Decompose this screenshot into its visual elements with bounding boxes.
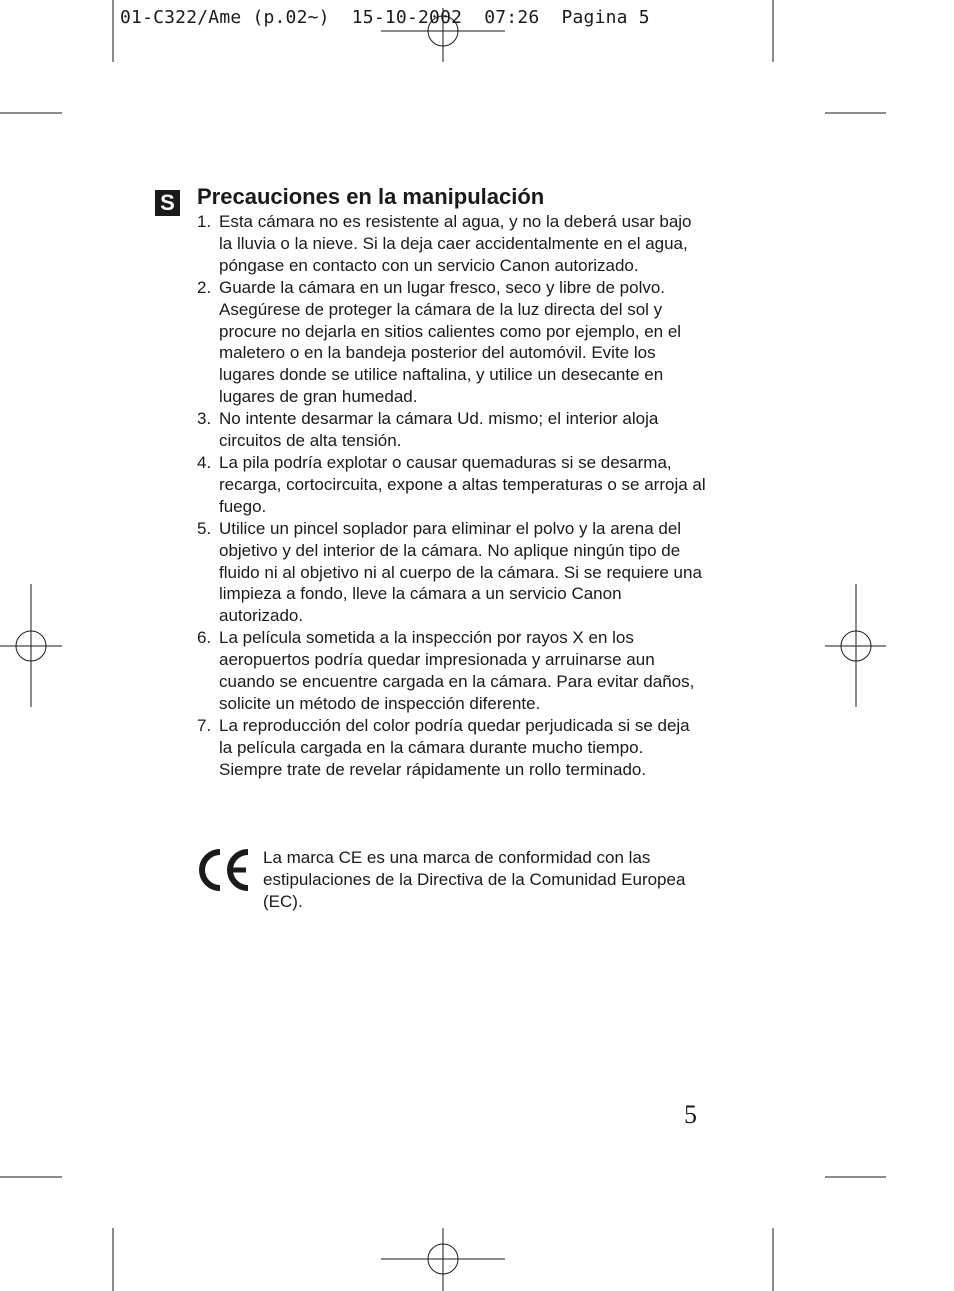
page-number: 5 [684, 1100, 697, 1129]
list-item [197, 452, 707, 518]
list-item-number: 5. [197, 518, 212, 538]
registration-mark-top [381, 8, 505, 62]
list-item-text: La reproducción del color podría quedar perjudicada si se deja la película cargada en la cámara durante mucho tiempo. Siempre trate de revelar rápidamente un rollo terminado. [219, 715, 690, 779]
list-item-number: 1. [197, 212, 212, 231]
list-item-text: La película sometida a la inspección por rayos X en los aeropuertos podría quedar impresionada y arruinarse aun cuando se encuentre cargada en la cámara. Para evitar daños, solicite un método de inspección diferente. [219, 628, 695, 713]
list-item-number: 3. [197, 409, 212, 429]
list-item-text: La pila podría explotar o causar quemaduras si se desarma, recarga, cortocircuita, expone a altas temperaturas o se arroja al fuego. [219, 452, 706, 516]
list-item-number: 4. [197, 452, 212, 472]
list-item-number: 6. [197, 628, 212, 648]
list-item-number: 2. [197, 277, 212, 297]
list-item-text: No intente desarmar la cámara Ud. mismo; el interior aloja circuitos de alta tensión. [219, 409, 659, 451]
list-item-number: 7. [197, 715, 212, 735]
ce-mark-icon [198, 848, 254, 892]
ce-note-text: La marca CE es una marca de conformidad con las estipulaciones de la Directiva de la Comunidad Europea (EC). [263, 848, 686, 911]
print-slug: 01-C322/Ame (p.02~) 15-10-2002 07:26 Pagina 5 [120, 7, 650, 28]
list-item-text: Guarde la cámara en un lugar fresco, seco y libre de polvo. Asegúrese de proteger la cámara de la luz directa del sol y procure no dejarla en sitios calientes como por ejemplo, en el maletero o en la bandeja posterior del automóvil. Evite los lugares donde se utilice naftalina, y utilice un desecante en lugares de gran humedad. [219, 277, 682, 407]
list-item [197, 715, 707, 781]
precautions-list [197, 211, 707, 781]
list-item [197, 627, 707, 715]
registration-mark-left [0, 584, 62, 707]
language-tag: S [155, 190, 180, 216]
list-item [197, 211, 707, 277]
list-item-text: Utilice un pincel soplador para eliminar el polvo y la arena del objetivo y del interior de la cámara. No aplique ningún tipo de fluido ni al objetivo ni al cuerpo de la cámara. Si se requiere una limpieza a fondo, lleve la cámara a un servicio Canon autorizado. [219, 518, 702, 626]
list-item [197, 277, 707, 408]
list-item-text: Esta cámara no es resistente al agua, y no la deberá usar bajo la lluvia o la nieve. Si la deja caer accidentalmente en el agua, póngase en contacto con un servicio Canon autorizado. [219, 212, 692, 275]
section-heading: Precauciones en la manipulación [197, 184, 545, 209]
list-item [197, 408, 707, 452]
list-item [197, 518, 707, 628]
registration-mark-right [825, 584, 886, 707]
registration-mark-bottom [381, 1228, 505, 1291]
